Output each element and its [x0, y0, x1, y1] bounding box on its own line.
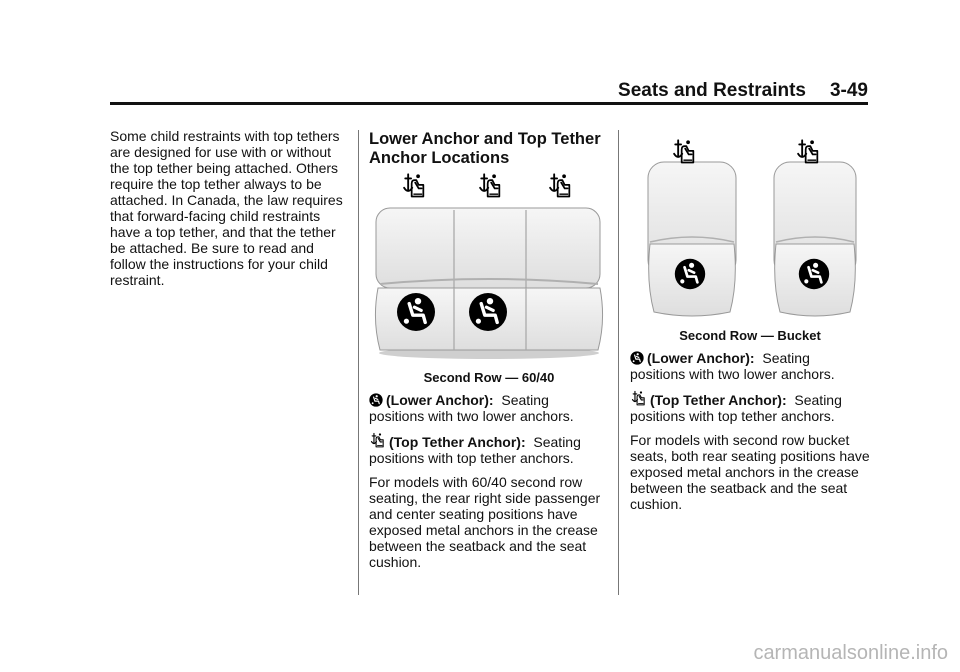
bench-seat-frame — [372, 170, 606, 360]
top-tether-anchor-icon — [369, 432, 386, 449]
lower-anchor-legend — [630, 350, 870, 382]
lower-anchor-text: Seating — [762, 350, 810, 366]
middle-column — [369, 130, 609, 168]
top-tether-cont: positions with top tether anchors. — [630, 408, 835, 424]
bucket-seat-left — [648, 162, 736, 316]
top-tether-label: (Top Tether Anchor): — [650, 392, 787, 408]
lower-anchor-icon — [397, 293, 435, 331]
top-tether-legend — [630, 390, 870, 424]
column-divider-right — [618, 130, 619, 595]
lower-anchor-label: (Lower Anchor): — [647, 350, 755, 366]
bucket-seat-right — [774, 162, 856, 316]
top-tether-cont: positions with top tether anchors. — [369, 450, 574, 466]
section-title: Seats and Restraints — [618, 80, 806, 101]
lower-anchor-icon — [630, 351, 644, 365]
top-tether-text: Seating — [794, 392, 842, 408]
top-tether-anchor-icon — [674, 140, 693, 162]
right-column-body — [630, 328, 870, 512]
lower-anchor-cont: positions with two lower anchors. — [630, 366, 835, 382]
top-tether-anchor-icon — [798, 140, 817, 162]
column-divider-left — [358, 130, 359, 595]
figure-caption-bucket: Second Row — Bucket — [679, 328, 821, 343]
middle-column-body — [369, 370, 609, 570]
lower-anchor-icon — [675, 259, 705, 289]
top-tether-anchor-icon — [630, 390, 647, 407]
section-heading-line2: Anchor Locations — [369, 149, 510, 167]
page-number: 3-49 — [829, 80, 868, 101]
lower-anchor-cont: positions with two lower anchors. — [369, 408, 574, 424]
left-column — [110, 128, 350, 288]
child-restraint-paragraph: Some child restraints with top tethers are designed for use with or without the top tether being attached. Others require the top tether always to be attached. In Canada, the law requires that forward-facing child restraints have a top tether, and that the tether be attached. Be sure to read and follow the instructions for your child restraint. — [110, 128, 343, 288]
60-40-seating-paragraph: For models with 60/40 second row seating, the rear right side passenger and center seating positions have exposed metal anchors in the crease between the seatback and the seat cushion. — [369, 474, 601, 570]
section-heading-line1: Lower Anchor and Top Tether — [369, 130, 601, 148]
bench-seat-60-40-illustration — [370, 170, 608, 360]
lower-anchor-icon — [469, 293, 507, 331]
lower-anchor-legend — [369, 392, 609, 424]
figure-caption-60-40: Second Row — 60/40 — [423, 370, 555, 385]
bucket-seats-illustration — [630, 132, 870, 322]
lower-anchor-icon — [369, 393, 383, 407]
top-tether-label: (Top Tether Anchor): — [389, 434, 526, 450]
lower-anchor-label: (Lower Anchor): — [386, 392, 494, 408]
top-tether-legend — [369, 432, 609, 466]
bucket-seating-paragraph: For models with second row bucket seats, both rear seating positions have exposed metal anchors in the crease between the seatback and the seat cushion. — [630, 432, 870, 512]
lower-anchor-icon — [799, 259, 829, 289]
header-rule — [110, 102, 868, 105]
lower-anchor-text: Seating — [501, 392, 549, 408]
top-tether-text: Seating — [533, 434, 581, 450]
watermark: carmanualsonline.info — [753, 642, 948, 664]
